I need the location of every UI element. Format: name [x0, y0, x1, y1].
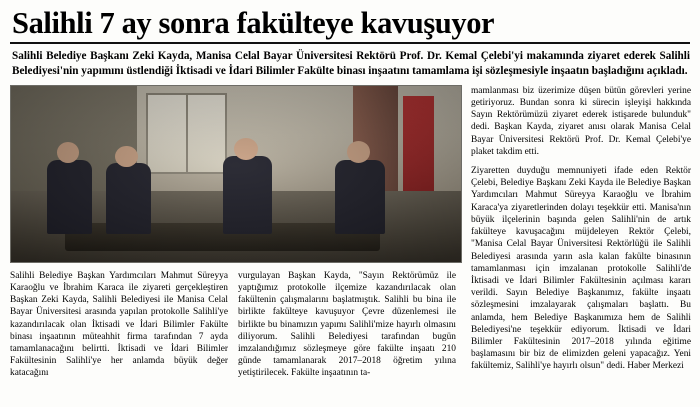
left-columns [10, 270, 462, 387]
article-column-3 [471, 85, 691, 380]
paragraph: Ziyaretten duyduğu memnuniyeti ifade eden Rektör Çelebi, Belediye Başkanı Zeki Kayda ile Belediye Başkan Yardımcıları Mahmut Süreyya Karaoğlu ve İbrahim Karaca'ya ziyaretlerinden dolayı teşekkür etti. Manisa'nın büyük ilçelerinin başında gelen Salihli'nin de artık fakülteye kavuşacağını müjdeleyen Rektör Çelebi, "Manisa Celal Bayar Üniversitesi Rektörlüğü ile Salihli Belediyesi arasında yarın asla kalan fakülte binasının tamamlanması için imzalanan protokolle Salihli'de İktisadi ve İdari Bilimler Fakültesinin açılması kararı verildi. Sayın Belediye Başkanımız, fakülte inşaatı sözleşmesini imzalayarak çalışmaları başlattı. Bu anlamda, hem Belediye Başkanımıza hem de Salihli Belediyesi'ne teşekkür ediyorum. İktisadi ve İdari Bilimler Fakültesinin 2017–2018 yılında eğitime başlamasını bir biz de elimizden geleni yapacağız. Yeni fakültemiz, Salihli'ye hayırlı olsun" dedi. Haber Merkezi [471, 165, 691, 372]
photo-vignette [11, 86, 461, 262]
meeting-photo [10, 85, 462, 263]
headline-divider [10, 42, 690, 44]
paragraph: Salihli Belediye Başkan Yardımcıları Mahmut Süreyya Karaoğlu ve İbrahim Karaca ile ziyareti gerçekleştiren Başkan Zeki Kayda, Salihli Belediyesi ile Manisa Celal Bayar Üniversitesi arasında yapılan protokolle Salihli'ye kazandırılacak olan İktisadi ve İdari Bilimler Fakülte binası inşaatının müteahhit firma tarafından 7 ayda tamamlanacağını belirtti. İktisadi ve İdari Bilimler Fakültesinin Salihli'ye her anlamda büyük değer katacağını [10, 270, 228, 379]
paragraph: mamlanması biz üzerimize düşen bütün görevleri yerine getiriyoruz. Bundan sonra ki sürecin işleyişi hakkında Sayın Rektörümüzü ziyaret ederek istişarede bulunduk" dedi. Başkan Kayda, ziyaret anısı olarak Manisa Celal Bayar Üniversitesi Rektörü Prof. Dr. Kemal Çelebi'ye plaket takdim etti. [471, 85, 691, 157]
page-title: Salihli 7 ay sonra fakülteye kavuşuyor [12, 6, 495, 40]
paragraph: vurgulayan Başkan Kayda, "Sayın Rektörümüz ile yaptığımız protokolle ilçemize kazandırılacak olan fakültenin çalışmalarını başlatmıştık. Salihli bu bina ile birlikte fakülteye kavuşuyor Çevre düzenlemesi ile birlikte bu binamızın yapımı Salihli'mize hayırlı olmasını diliyorum. Salihli Belediyesi tarafından bugün imzalandığımız sözleşmeye göre fakülte inşaatı 210 günde tamamlanarak 2017–2018 öğretim yılına yetiştirilecek. Fakülte inşaatının ta- [238, 270, 456, 379]
article-standfirst: Salihli Belediye Başkanı Zeki Kayda, Manisa Celal Bayar Üniversitesi Rektörü Prof. Dr. Kemal Çelebi'yi makamında ziyaret ederek Salihli Belediyesi'nin yapımını üstlendiği İktisadi ve İdari Bilimler Fakülte binası inşaatını tamamlama işi sözleşmesiyle inşaatın başladığını açıkladı. [12, 50, 690, 77]
left-block [10, 85, 462, 387]
article-body [10, 85, 690, 387]
article-column-2 [238, 270, 456, 387]
article-column-1 [10, 270, 228, 387]
